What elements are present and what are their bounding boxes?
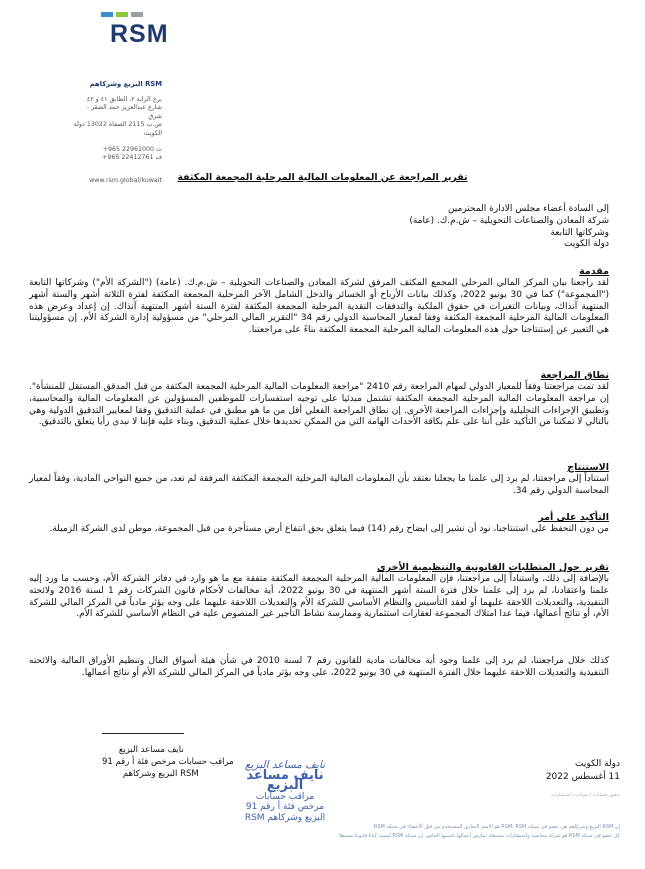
signatory-title: مراقب حسابات مرخص فئة أ رقم 91 [102,757,234,767]
logo-bar-grey [131,12,143,17]
address-line: ص.ب 2115 الصفاة 13022 دولة الكويت [73,121,162,137]
section-heading-emphasis: التأكيد على أمر [538,512,609,523]
addressee-line: شركة المعادن والصناعات التحويلية – ش.م.ك. (عامة) [409,215,609,226]
report-title: تقرير المراجعة عن المعلومات المالية المرحلية المجمعة المكثفة [177,172,468,183]
section-body-conclusion: استناداً إلى مراجعتنا، لم يرد إلى علمنا ما يجعلنا نعتقد بأن المعلومات المالية المرحلية المجمعة المكثفة المرفقة لم تعد، من جميع النواحي المادية، وفقاً لمعيار المحاسبة الدولي رقم 34. [29,474,609,496]
website-link[interactable]: www.rsm.global/kuwait [89,176,162,184]
stamp-license: مرخص فئة أ رقم 91 [245,802,325,812]
section-body-introduction: لقد راجعنا بيان المركز المالي المرحلي المجمع المكثف المرفق لشركة المعادن والصناعات التحويلية – ش.م.ك. (عامة) ("الشركة الأم") وشركاتها التابعة ("المجموعة") كما في 30 يونيو 2022، وكذلك بيانات الأرباح أو الخسائر والدخل الشامل الآخر المرحلية المجمعة المكثفة لفترة الثلاثة أشهر والستة أشهر المنتهية آنذاك، وبيانات التغيرات في حقوق الملكية والتدفقات النقدية المرحلية المجمعة المكثفة لفترة الستة أشهر المنتهية آنذاك. إن إعداد وعرض هذه المعلومات المالية المرحلية المجمعة المكثفة وفقا لمعيار المحاسبة الدولي رقم 34 "التقرير المالي المرحلي" من مسؤولية إدارة الشركة الأم. إن مسؤوليتنا هي التعبير عن إستنتاجنا حول هذه المعلومات المالية المرحلية المجمعة المكثفة بناءً على مراجعتنا. [29,278,609,336]
fax: +965 22412761 ف [102,154,162,162]
footer-line: كل عضو في شبكة RSM هو شركة محاسبة واستشارات مستقلة تمارس أعمالها باسمها الخاص. إن شبكة RSM ليست كيانا قانونيا مستقلا [338,833,620,839]
place: دولة الكويت [575,759,620,769]
section-body-cma: كذلك خلال مراجعتنا، لم يرد إلى علمنا وجود أية مخالفات مادية للقانون رقم 7 لسنة 2010 في شأن هيئة أسواق المال وتنظيم الأوراق المالية والائحته التنفيذية والتعديلات اللاحقة عليهما خلال الفترة المنتهية في 30 يونيو 2022، على وجه يؤثر مادياً في المركز المالي للشركة الأم أو نتائج أعمالها. [29,656,609,678]
addressee-line: وشركاتها التابعة [550,227,609,238]
section-body-legal: بالإضافة إلى ذلك، واستناداً إلى مراجعتنا، فإن المعلومات المالية المرحلية المجمعة المكثفة متفقة مع ما هو وارد في دفاتر الشركة الأم، وحسب ما ورد إليه علمنا واعتقادنا، لم يرد إلى علمنا خلال فترة الستة أشهر المنتهية في 30 يونيو 2022، أية مخالفات لأحكام قانون الشركات رقم 1 لسنة 2016 ولائحته التنفيذية، والتعديلات اللاحقة عليهما أو لعقد التأسيس والنظام الأساسي للشركة الأم والتعديلات اللاحقة عليهما على وجه يؤثر مادياً في المركز المالي للشركة الأم، أو نتائج أعمالها، فيما عدا امتلاك المجموعة لعقارات استثمارية وممارسة نشاط التأجير غير المنصوص عليه في النظام الأساسي للشركة الأم. [29,574,609,620]
logo-bar-green [116,12,128,17]
stamp-title: مراقب حسابات [255,791,315,802]
phone: +965 22961000 ت [102,145,162,153]
contact-block [72,80,162,185]
signatory-name: نايف مساعد البزيع [118,745,184,755]
addressee-block [289,204,609,251]
section-heading-conclusion: الاستنتاج [567,462,609,473]
company-name: RSM البزيع وشركاهم [89,80,162,88]
rsm-logo-bars [101,12,157,18]
section-heading-introduction: مقدمة [579,266,609,277]
address-line: برج الراية ٢، الطابق ٤١ و ٤٢ [86,95,162,103]
section-body-emphasis: من دون التحفظ على استنتاجنا، نود أن نشير إلى ايضاح رقم (14) فيما يتعلق بحق انتفاع أرض مستأجرة من قبل المجموعة، موطن لدى الشركة الزميلة. [49,524,609,534]
address-line: شارع عبدالعزيز حمد الصقر - شرق [86,104,162,120]
addressee-line: إلى السادة أعضاء مجلس الادارة المحترمين [447,204,609,214]
signatory-block [102,744,234,780]
footer-disclaimer [200,823,620,841]
auditor-stamp [230,760,340,823]
date-block [510,758,620,783]
logo-bar-blue [101,12,113,17]
section-heading-scope: نطاق المراجعة [540,370,609,381]
rsm-logo: RSM [110,20,169,48]
footer-line: إن RSM البزيع وشركاهم هي عضو في شبكة RSM. RSM هو الاسم التجاري المستخدم من قبل الأعضاء في شبكة RSM [373,824,620,830]
stamp-name: نايف مساعد البزيع [246,767,324,793]
addressee-line: دولة الكويت [564,239,609,250]
handwritten-signature: نايف مساعد البزيع [244,759,326,771]
report-date: 11 أغسطس 2022 [545,771,620,782]
section-heading-legal: تقرير حول المتطلبات القانونية والتنظيمية الأخرى [377,562,609,573]
signatory-firm: RSM البزيع وشركاهم [122,769,199,779]
service-tagline: تدقيق حسابات | ضرائب | استشارات [551,793,620,798]
section-body-scope: لقد تمت مراجعتنا وفقاً للمعيار الدولي لمهام المراجعة رقم 2410 "مراجعة المعلومات المالية المرحلية المجمعة المكثفة من قبل المدقق المستقل للمنشأة". إن مراجعة المعلومات المالية المرحلية المجمعة المكثفة تشتمل مبدئيا على توجيه استفسارات للموظفين المسؤولين عن المعلومات المالية والمحاسبية، وتطبيق الإجراءات التحليلية وإجراءات المراجعة الأخرى. إن نطاق المراجعة الفعلي أقل من ما هو مطبق في عملية التدقيق وفقا لمعايير التدقيق الدولية وهي بالتالي لا تمكننا من التأكيد على أننا على علم بكافة الأحداث الهامة التي من الممكن تحديدها خلال عملية التدقيق، وبناء عليه فإننا لا نبدي رأيا يتعلق بالتدقيق. [29,382,609,428]
stamp-firm: RSM البزيع وشركاهم [244,812,326,823]
signature-line [102,733,184,734]
